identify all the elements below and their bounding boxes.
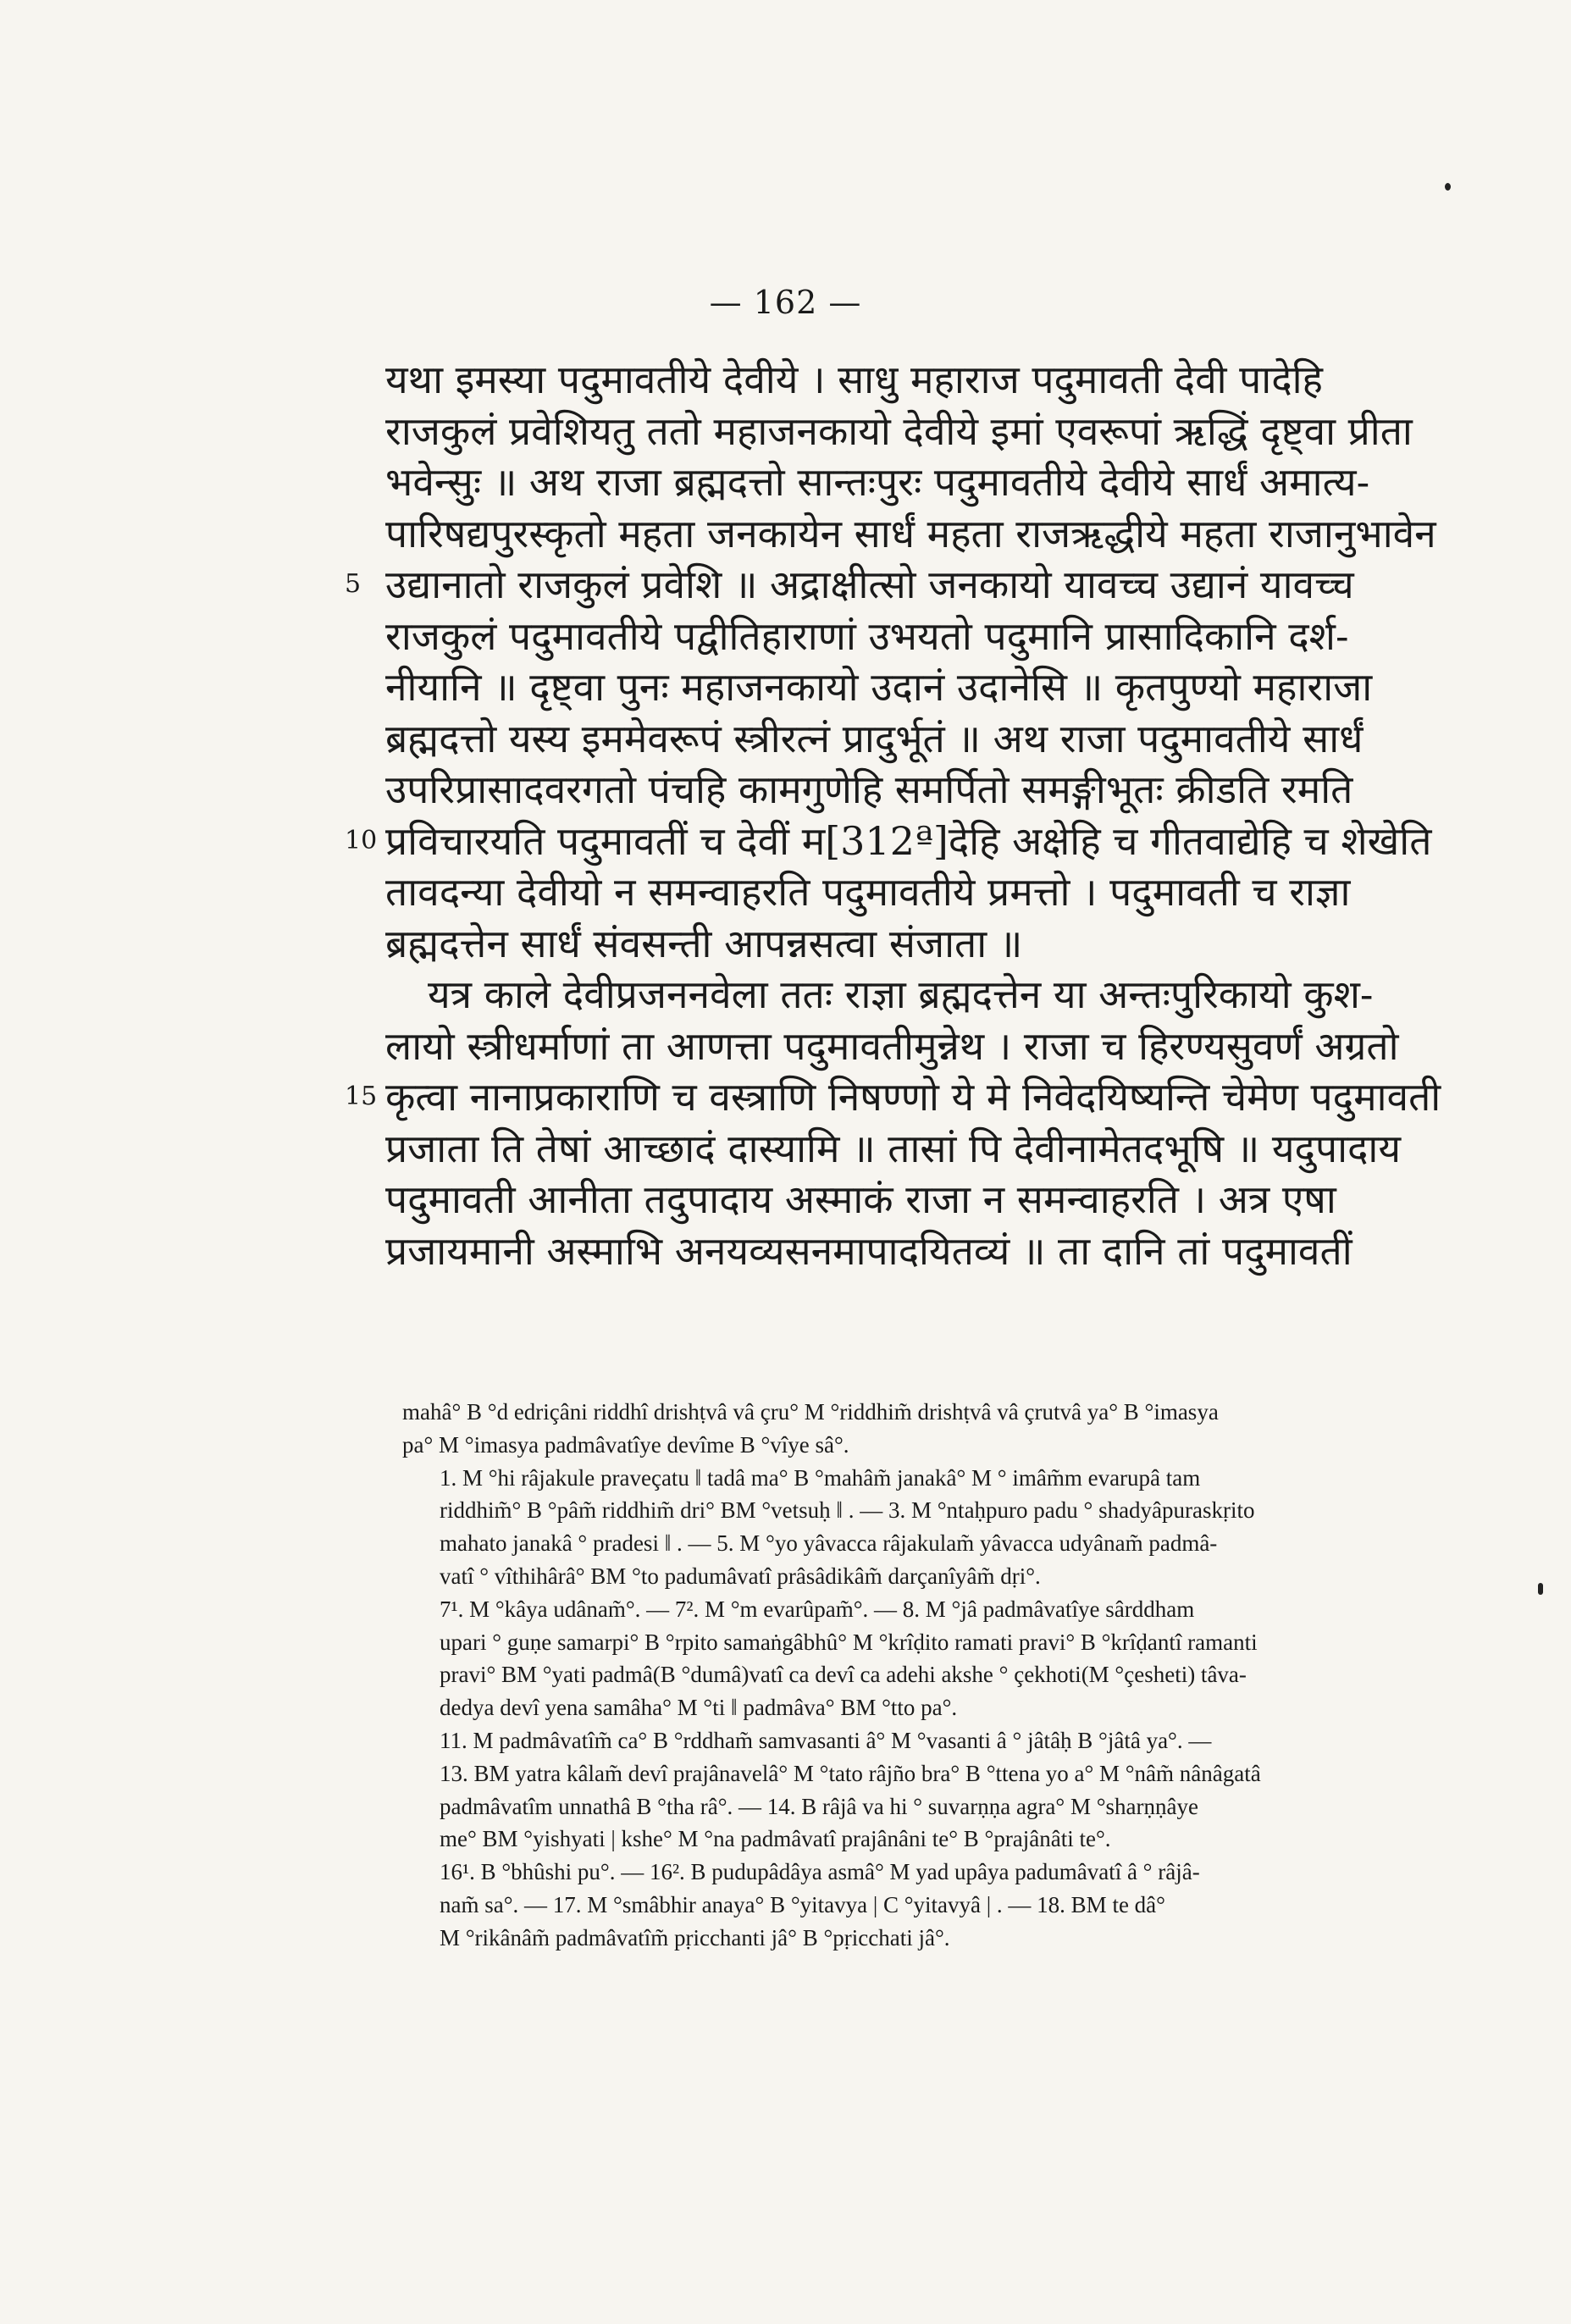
note-line: pa° M °imasya padmâvatîye devîme B °vîye sâ°. bbox=[402, 1431, 849, 1458]
line-number: 5 bbox=[345, 569, 362, 599]
line-number: 10 bbox=[345, 825, 378, 855]
note-line: M °rikânâm̃ padmâvatîm̃ pṛicchanti jâ° B °pṛicchati jâ°. bbox=[440, 1924, 950, 1951]
main-text-content: ब्रह्मदत्तो यस्य इममेवरूपं स्त्रीरत्नं प्रादुर्भूतं ॥ अथ राजा पदुमावतीये सार्धं bbox=[385, 715, 1364, 761]
note-line: mahâ° B °d edriçâni riddhî drishṭvâ vâ çru° M °riddhim̃ drishṭvâ vâ çrutvâ ya° B °imasya bbox=[402, 1399, 1219, 1425]
critical-apparatus-notes bbox=[402, 1396, 1503, 1955]
ink-speck bbox=[1538, 1583, 1543, 1595]
note-line: vatî ° vîthihârâ° BM °to padumâvatî prâsâdikâm̃ darçanîyâm̃ dṛi°. bbox=[440, 1563, 1041, 1589]
main-text-line bbox=[385, 611, 1516, 662]
line-number: 15 bbox=[345, 1082, 378, 1111]
note-line: 16¹. B °bhûshi pu°. — 16². B pudupâdâya asmâ° M yad upâya padumâvatî â ° râjâ- bbox=[440, 1859, 1200, 1885]
note-paragraph bbox=[402, 1462, 1503, 1593]
main-text-line bbox=[385, 456, 1516, 508]
note-paragraph bbox=[402, 1396, 1503, 1462]
main-text-content: यत्र काले देवीप्रजननवेला ततः राज्ञा ब्रह्मदत्तेन या अन्तःपुरिकायो कुश- bbox=[428, 971, 1374, 1017]
note-paragraph bbox=[402, 1593, 1503, 1724]
note-line: nam̃ sa°. — 17. M °smâbhir anaya° B °yitavya | C °yitavyâ | . — 18. BM te dâ° bbox=[440, 1891, 1165, 1917]
main-text-content: भवेन्सुः ॥ अथ राजा ब्रह्मदत्तो सान्तःपुरः पदुमावतीये देवीये सार्धं अमात्य- bbox=[385, 459, 1370, 505]
note-line: padmâvatîm unnathâ B °tha râ°. — 14. B râjâ va hi ° suvarṇṇa agra° M °sharṇṇâye bbox=[440, 1793, 1198, 1819]
note-line: dedya devî yena samâha° M °ti ‖ padmâva° BM °tto pa°. bbox=[440, 1695, 958, 1721]
sanskrit-main-text bbox=[345, 354, 1516, 1276]
main-text-content: प्रजाता ति तेषां आच्छादं दास्यामि ॥ तासां पि देवीनामेतदभूषि ॥ यदुपादाय bbox=[385, 1125, 1402, 1171]
main-text-content: प्रविचारयति पदुमावतीं च देवीं म[312ª]देहि अक्षेहि च गीतवाद्येहि च शेखेति bbox=[385, 817, 1432, 864]
main-text-content: प्रजायमानी अस्माभि अनयव्यसनमापादयितव्यं ॥ ता दानि तां पदुमावतीं bbox=[385, 1227, 1352, 1274]
note-line: me° BM °yishyati | kshe° M °na padmâvatî prajânâni te° B °prajânâti te°. bbox=[440, 1826, 1111, 1852]
main-text-content: कृत्वा नानाप्रकाराणि च वस्त्राणि निषण्णो ये मे निवेदयिष्यन्ति चेमेण पदुमावती bbox=[385, 1074, 1441, 1120]
main-text-content: लायो स्त्रीधर्माणां ता आणत्ता पदुमावतीमुन्नेथ । राजा च हिरण्यसुवर्णं अग्रतो bbox=[385, 1022, 1399, 1069]
note-line: 11. M padmâvatîm̃ ca° B °rddham̃ samvasanti â° M °vasanti â ° jâtâḥ B °jâtâ ya°. — bbox=[440, 1727, 1212, 1753]
note-line: riddhim̃° B °pâm̃ riddhim̃ dri° BM °vetsuḥ ‖ . — 3. M °ntaḥpuro padu ° shadyâpuraskṛito bbox=[440, 1497, 1255, 1524]
main-text-line bbox=[385, 866, 1516, 918]
note-line: pravi° BM °yati padmâ(B °dumâ)vatî ca devî ca adehi akshe ° çekhoti(M °çesheti) tâva- bbox=[440, 1662, 1247, 1688]
note-line: 1. M °hi râjakule praveçatu ‖ tadâ ma° B °mahâm̃ janakâ° M ° imâm̃m evarupâ tam bbox=[440, 1464, 1201, 1491]
main-text-line bbox=[345, 559, 1516, 611]
note-paragraph bbox=[402, 1724, 1503, 1856]
note-line: upari ° guṇe samarpi° B °rpito samaṅgâbhû° M °krîḍito ramati pravi° B °krîḍantî ramanti bbox=[440, 1629, 1258, 1655]
main-text-line bbox=[385, 764, 1516, 816]
note-line: mahato janakâ ° pradesi ‖ . — 5. M °yo yâvacca râjakulam̃ yâvacca udyânam̃ padmâ- bbox=[440, 1530, 1218, 1557]
main-text-content: पदुमावती आनीता तदुपादाय अस्माकं राजा न समन्वाहरति । अत्र एषा bbox=[385, 1176, 1336, 1222]
main-text-line bbox=[385, 354, 1516, 406]
main-text-content: राजकुलं पदुमावतीये पद्वीतिहाराणां उभयतो पदुमानि प्रासादिकानि दर्श- bbox=[385, 612, 1349, 659]
main-text-content: नीयानि ॥ दृष्ट्वा पुनः महाजनकायो उदानं उदानेसि ॥ कृतपुण्यो महाराजा bbox=[385, 664, 1373, 710]
main-text-content: उपरिप्रासादवरगतो पंचहि कामगुणेहि समर्पितो समङ्गीभूतः क्रीडति रमति bbox=[385, 766, 1353, 812]
main-text-line bbox=[385, 406, 1516, 457]
main-text-content: राजकुलं प्रवेशियतु ततो महाजनकायो देवीये इमां एवरूपां ऋद्धिं दृष्ट्वा प्रीता bbox=[385, 407, 1413, 454]
note-line: 13. BM yatra kâlam̃ devî prajânavelâ° M °tato râjño bra° B °ttena yo a° M °nâm̃ nânâgatâ bbox=[440, 1760, 1261, 1786]
main-text-content: यथा इमस्या पदुमावतीये देवीये । साधु महाराज पदुमावती देवी पादेहि bbox=[385, 357, 1323, 402]
note-paragraph bbox=[402, 1856, 1503, 1954]
note-line: 7¹. M °kâya udânam̃°. — 7². M °m evarûpam̃°. — 8. M °jâ padmâvatîye sârddham bbox=[440, 1596, 1195, 1622]
main-text-content: उद्यानातो राजकुलं प्रवेशि ॥ अद्राक्षीत्सो जनकायो यावच्च उद्यानं यावच्च bbox=[385, 562, 1354, 607]
main-text-line bbox=[385, 1123, 1516, 1175]
main-text-line bbox=[385, 969, 1516, 1021]
main-text-content: पारिषद्यपुरस्कृतो महता जनकायेन सार्धं महता राजऋद्धीये महता राजानुभावेन bbox=[385, 510, 1436, 556]
main-text-line bbox=[385, 1174, 1516, 1226]
ink-speck bbox=[1445, 183, 1451, 191]
main-text-line bbox=[385, 918, 1516, 970]
main-text-line bbox=[385, 713, 1516, 765]
main-text-line bbox=[385, 1226, 1516, 1277]
main-text-line bbox=[385, 661, 1516, 713]
main-text-line bbox=[385, 508, 1516, 560]
main-text-content: तावदन्या देवीयो न समन्वाहरति पदुमावतीये प्रमत्तो । पदुमावती च राज्ञा bbox=[385, 869, 1351, 915]
main-text-line bbox=[345, 816, 1516, 867]
page-number: — 162 — bbox=[709, 284, 862, 321]
main-text-content: ब्रह्मदत्तेन सार्धं संवसन्ती आपन्नसत्वा संजाता ॥ bbox=[385, 920, 1023, 966]
main-text-line bbox=[385, 1021, 1516, 1072]
main-text-line bbox=[345, 1071, 1516, 1123]
